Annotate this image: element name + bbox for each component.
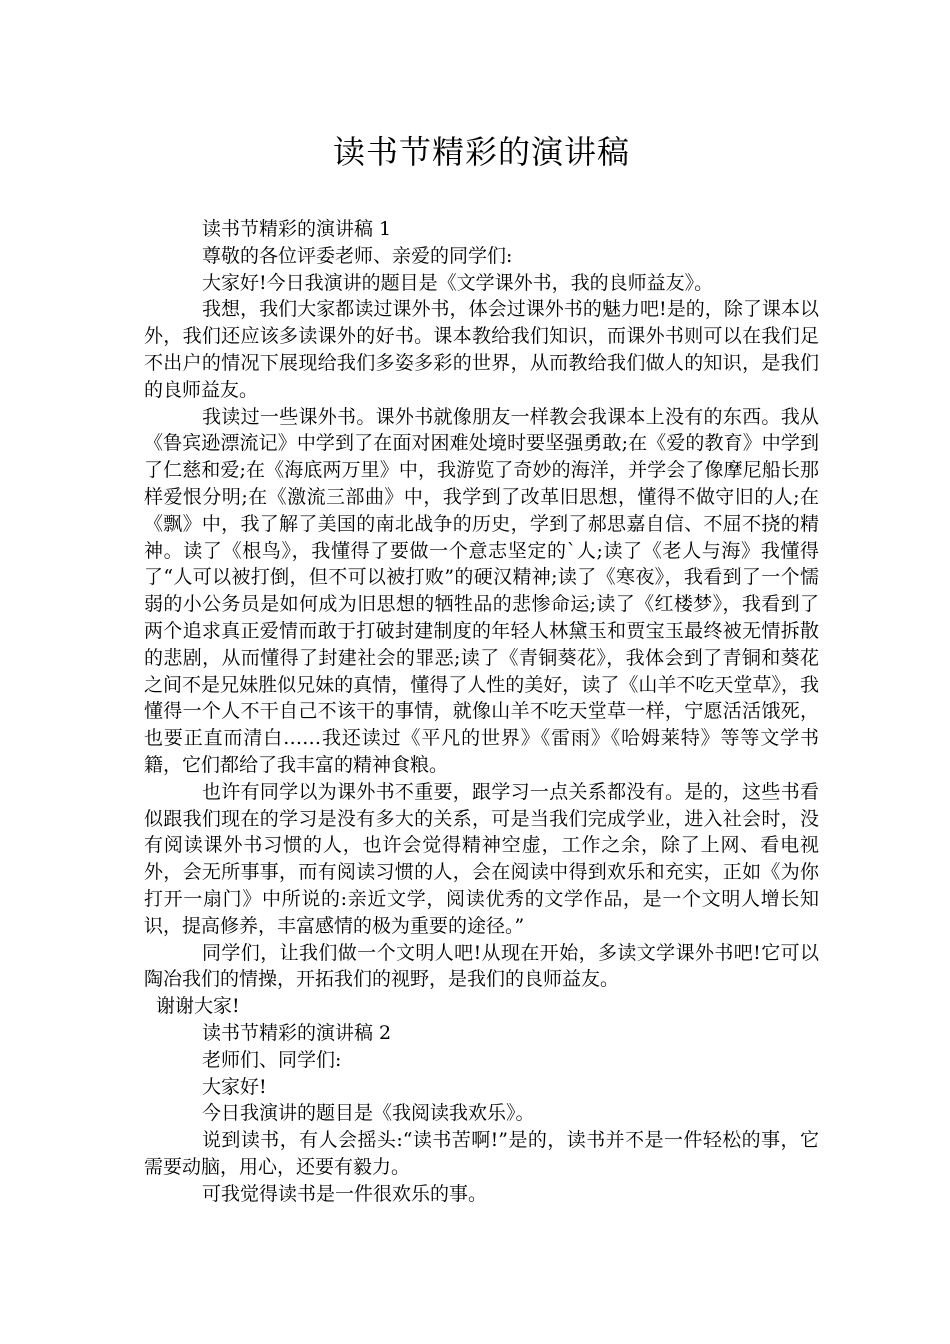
paragraph: 我读过一些课外书。课外书就像朋友一样教会我课本上没有的东西。我从《鲁宾逊漂流记》中学到了在面对困难处境时要坚强勇敢;在《爱的教育》中学到了仁慈和爱;在《海底两万里》中，我游览了奇妙的海洋，并学会了像摩尼船长那样爱恨分明;在《激流三部曲》中，我学到了改革旧思想，懂得不做守旧的人;在《飘》中，我了解了美国的南北战争的历史，学到了郝思嘉自信、不屈不挠的精神。读了《根鸟》，我懂得了要做一个意志坚定的`人;读了《老人与海》我懂得了“人可以被打倒，但不可以被打败”的硬汉精神;读了《寒夜》，我看到了一个懦弱的小公务员是如何成为旧思想的牺牲品的悲惨命运;读了《红楼梦》，我看到了两个追求真正爱情而敢于打破封建制度的年轻人林黛玉和贾宝玉最终被无情拆散的悲剧，从而懂得了封建社会的罪恶;读了《青铜葵花》，我体会到了青铜和葵花之间不是兄妹胜似兄妹的真情，懂得了人性的美好，读了《山羊不吃天堂草》，我懂得一个人不干自己不该干的事情，就像山羊不吃天堂草一样，宁愿活活饿死，也要正直而清白……我还读过《平凡的世界》《雷雨》《哈姆莱特》等等文学书籍，它们都给了我丰富的精神食粮。 [144, 405, 819, 776]
paragraph: 可我觉得读书是一件很欢乐的事。 [202, 1182, 488, 1205]
paragraph: 读书节精彩的演讲稿 1 [202, 218, 392, 240]
document-body [144, 216, 819, 1207]
paragraph: 我想，我们大家都读过课外书，体会过课外书的魅力吧!是的，除了课本以外，我们还应该多读课外的好书。课本教给我们知识，而课外书则可以在我们足不出户的情况下展现给我们多姿多彩的世界，从而教给我们做人的知识，是我们的良师益友。 [144, 298, 819, 401]
document-title: 读书节精彩的演讲稿 [332, 133, 630, 171]
paragraph: 尊敬的各位评委老师、亲爱的同学们: [202, 244, 513, 267]
paragraph: 大家好!今日我演讲的题目是《文学课外书，我的良师益友》。 [202, 271, 714, 294]
paragraph: 读书节精彩的演讲稿 2 [202, 1021, 392, 1044]
paragraph: 说到读书，有人会摇头:“读书苦啊!”是的，读书并不是一件轻松的事，它需要动脑，用心，还要有毅力。 [144, 1129, 819, 1178]
paragraph: 老师们、同学们: [202, 1048, 342, 1071]
paragraph: 大家好! [202, 1075, 267, 1098]
paragraph: 谢谢大家! [156, 995, 240, 1018]
document-page [144, 118, 819, 1207]
paragraph: 今日我演讲的题目是《我阅读我欢乐》。 [202, 1102, 535, 1125]
paragraph: 也许有同学以为课外书不重要，跟学习一点关系都没有。是的，这些书看似跟我们现在的学习是没有多大的关系，可是当我们完成学业，进入社会时，没有阅读课外书习惯的人，也许会觉得精神空虚，工作之余，除了上网、看电视外，会无所事事，而有阅读习惯的人，会在阅读中得到欢乐和充实，正如《为你打开一扇门》中所说的:亲近文学，阅读优秀的文学作品，是一个文明人增长知识，提高修养，丰富感情的极为重要的途径。” [144, 780, 819, 937]
paragraph: 同学们，让我们做一个文明人吧!从现在开始，多读文学课外书吧!它可以陶冶我们的情操，开拓我们的视野，是我们的良师益友。 [144, 941, 819, 991]
